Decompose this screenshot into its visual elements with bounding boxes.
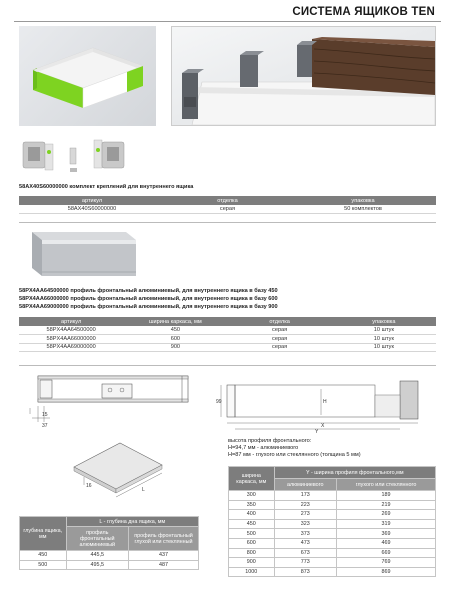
table-cell: серая bbox=[228, 343, 332, 352]
profile-caption-900: 58PX4AA69000000 профиль фронтальный алюминиевый, для внутреннего ящика в базу 900 bbox=[19, 304, 278, 310]
profile-caption-450: 58PX4AA64500000 профиль фронтальный алюминиевый, для внутреннего ящика в базу 450 bbox=[19, 288, 278, 294]
profile-table bbox=[19, 317, 436, 352]
profile-caption-600: 58PX4AA66000000 профиль фронтальный алюминиевый, для внутреннего ящика в базу 600 bbox=[19, 296, 278, 302]
table-cell: 487 bbox=[128, 560, 198, 570]
table-cell: 673 bbox=[274, 548, 336, 558]
dim-l: L bbox=[142, 487, 145, 493]
kit-table bbox=[19, 196, 436, 214]
table-cell: 450 bbox=[123, 326, 227, 335]
table-row bbox=[19, 326, 436, 335]
table-row bbox=[229, 538, 436, 548]
table-cell: 669 bbox=[337, 548, 436, 558]
page-title: СИСТЕМА ЯЩИКОВ TEN bbox=[292, 6, 435, 18]
table-cell: 269 bbox=[337, 510, 436, 520]
table-cell: 58PX4AA66000000 bbox=[19, 335, 123, 344]
table-cell: 469 bbox=[337, 538, 436, 548]
table-cell: 58PX4AA64500000 bbox=[19, 326, 123, 335]
dim-x: X bbox=[321, 423, 325, 429]
table-cell: 900 bbox=[229, 558, 275, 568]
side-section-drawing bbox=[22, 370, 197, 430]
table-cell: 1000 bbox=[229, 567, 275, 577]
fitting-left-icon bbox=[23, 142, 53, 170]
table-cell: 600 bbox=[229, 538, 275, 548]
table-cell: 900 bbox=[123, 343, 227, 352]
header-divider bbox=[14, 21, 441, 22]
section-divider bbox=[19, 365, 436, 366]
table-cell: 300 bbox=[229, 491, 275, 501]
table-row bbox=[229, 548, 436, 558]
table-cell: 400 bbox=[229, 510, 275, 520]
dim-h: H bbox=[323, 399, 327, 405]
profile-mounting-illustration bbox=[172, 27, 435, 125]
table-cell: 369 bbox=[337, 529, 436, 539]
height-note-line: высота профиля фронтального: bbox=[228, 438, 312, 444]
table-cell: 450 bbox=[20, 551, 67, 561]
table-row bbox=[19, 343, 436, 352]
fitting-clip-icon bbox=[70, 148, 77, 172]
width-sub-header: алюминиевого bbox=[274, 479, 336, 491]
table-cell: 10 штук bbox=[332, 335, 436, 344]
table-cell: 769 bbox=[337, 558, 436, 568]
table-row bbox=[229, 558, 436, 568]
table-cell: 600 bbox=[123, 335, 227, 344]
kit-caption: 58AX40S60000000 комплект креплений для внутреннего ящика bbox=[19, 184, 194, 190]
dim-16: 16 bbox=[86, 483, 92, 489]
table-cell: 10 штук bbox=[332, 343, 436, 352]
depth-col-header: глубина ящика, мм bbox=[20, 517, 67, 551]
fitting-kit-icons bbox=[20, 138, 140, 180]
table-cell: 869 bbox=[337, 567, 436, 577]
table-cell: 323 bbox=[274, 519, 336, 529]
dim-15: 15 bbox=[42, 412, 48, 418]
table-cell: 450 bbox=[229, 519, 275, 529]
drawer-photo bbox=[19, 26, 156, 126]
table-row bbox=[229, 529, 436, 539]
table-cell: 445,5 bbox=[66, 551, 128, 561]
table-cell: 173 bbox=[274, 491, 336, 501]
depth-sub-header: профиль фронтальный алюминиевый bbox=[66, 527, 128, 551]
kit-table-header bbox=[19, 196, 436, 205]
column-header: упаковка bbox=[332, 317, 436, 326]
table-cell: 319 bbox=[337, 519, 436, 529]
profile-table-header bbox=[19, 317, 436, 326]
table-cell: 373 bbox=[274, 529, 336, 539]
table-row bbox=[229, 500, 436, 510]
table-cell: 873 bbox=[274, 567, 336, 577]
table-cell: 350 bbox=[229, 500, 275, 510]
drawer-illustration bbox=[19, 26, 156, 126]
column-header: артикул bbox=[19, 196, 165, 205]
height-note-line: H=87 мм - глухого или стеклянного (толщина 5 мм) bbox=[228, 452, 361, 458]
table-row bbox=[229, 519, 436, 529]
table-cell: 189 bbox=[337, 491, 436, 501]
table-cell: серая bbox=[228, 335, 332, 344]
table-cell: 273 bbox=[274, 510, 336, 520]
table-row bbox=[229, 491, 436, 501]
table-cell: 219 bbox=[337, 500, 436, 510]
column-header: отделка bbox=[165, 196, 290, 205]
table-cell: 437 bbox=[128, 551, 198, 561]
dim-99: 99 bbox=[216, 399, 222, 405]
column-header: артикул bbox=[19, 317, 123, 326]
table-cell: 50 комплектов bbox=[290, 205, 436, 214]
dim-37: 37 bbox=[42, 423, 48, 429]
width-group-header: Y - ширина профиля фронтального,мм bbox=[274, 467, 435, 479]
fitting-right-icon bbox=[94, 140, 124, 168]
table-cell: 773 bbox=[274, 558, 336, 568]
height-note-line: H=94,7 мм - алюминиевого bbox=[228, 445, 299, 451]
column-header: ширина каркаса, мм bbox=[123, 317, 227, 326]
front-elevation-drawing bbox=[215, 375, 440, 435]
table-cell: 800 bbox=[229, 548, 275, 558]
table-cell: 58PX4AA69000000 bbox=[19, 343, 123, 352]
table-cell: 58AX40S60000000 bbox=[19, 205, 165, 214]
depth-group-header: L - глубина дна ящика, мм bbox=[66, 517, 198, 527]
column-header: упаковка bbox=[290, 196, 436, 205]
table-row bbox=[20, 560, 199, 570]
column-header: отделка bbox=[228, 317, 332, 326]
table-row bbox=[19, 205, 436, 214]
table-row bbox=[20, 551, 199, 561]
width-col-header: ширина каркаса, мм bbox=[229, 467, 275, 491]
table-cell: 500 bbox=[20, 560, 67, 570]
table-row bbox=[19, 335, 436, 344]
drawer-bottom-drawing bbox=[70, 437, 165, 507]
profile-photo bbox=[171, 26, 436, 126]
dim-y: Y bbox=[315, 429, 319, 435]
table-cell: 473 bbox=[274, 538, 336, 548]
table-cell: 495,5 bbox=[66, 560, 128, 570]
table-cell: 223 bbox=[274, 500, 336, 510]
table-row bbox=[229, 567, 436, 577]
width-sub-header: глухого или стеклянного bbox=[337, 479, 436, 491]
depth-table bbox=[19, 516, 199, 570]
table-row bbox=[229, 510, 436, 520]
table-cell: 10 штук bbox=[332, 326, 436, 335]
depth-sub-header: профиль фронтальный глухой или стеклянный bbox=[128, 527, 198, 551]
table-cell: 500 bbox=[229, 529, 275, 539]
front-profile-icon bbox=[28, 228, 140, 280]
height-note bbox=[228, 438, 361, 459]
table-cell: серая bbox=[165, 205, 290, 214]
section-divider bbox=[19, 222, 436, 223]
table-cell: серая bbox=[228, 326, 332, 335]
width-table bbox=[228, 466, 436, 577]
